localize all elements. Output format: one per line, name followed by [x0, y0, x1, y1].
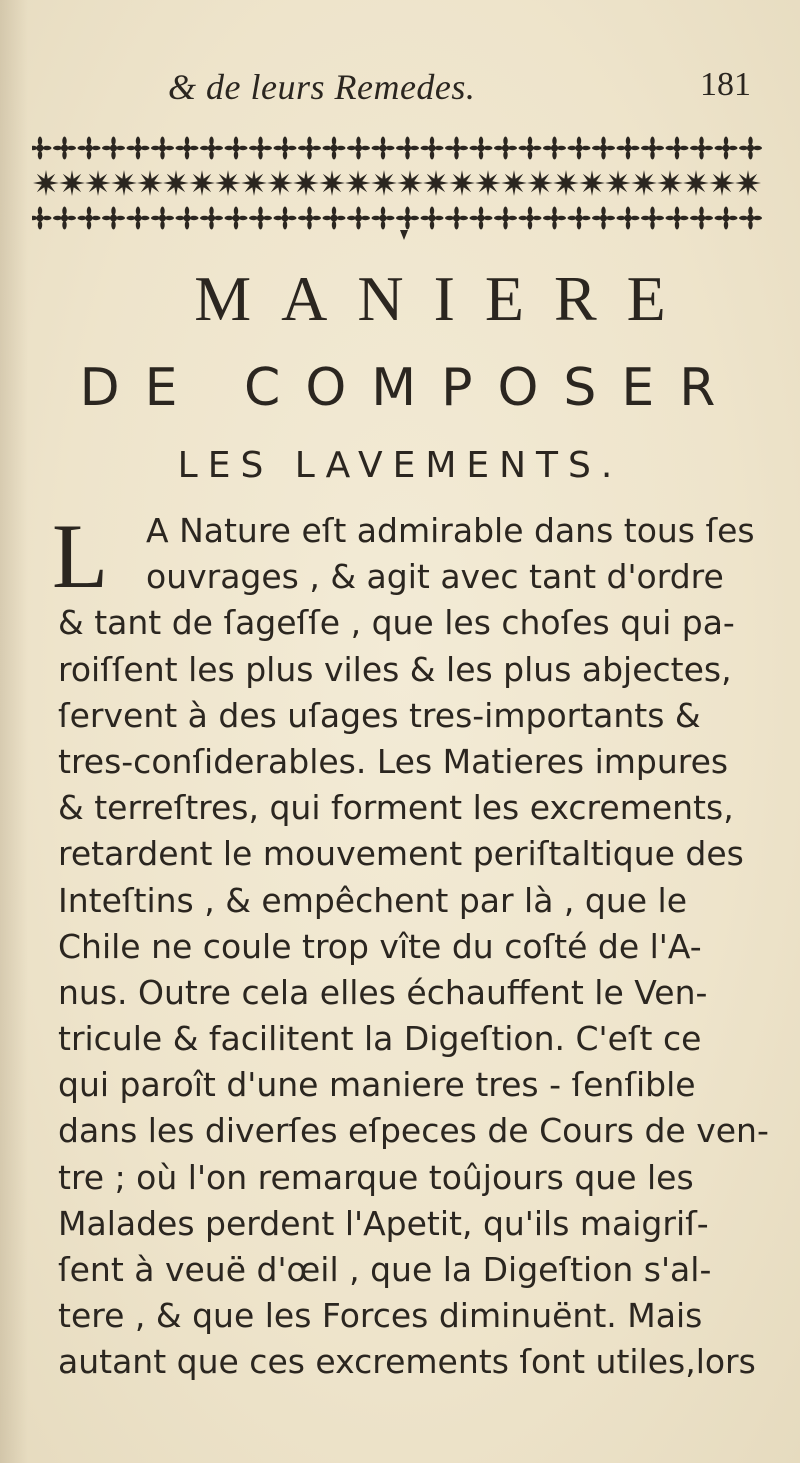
heading-de-composer: DE COMPOSER — [79, 358, 741, 418]
text-line: ouvrages , & agit avec tant d'ordre — [146, 557, 724, 597]
text-line: Chile ne coule trop vîte du coſté de l'A- — [58, 926, 702, 966]
text-line: tricule & facilitent la Digeſtion. C'eſt ce — [58, 1019, 702, 1059]
heading-maniere: MANIERE — [194, 263, 696, 334]
text-line: & terreſtres, qui forment les excrements, — [58, 788, 734, 828]
text-line: tre ; où l'on remarque toûjours que les — [58, 1157, 694, 1197]
text-line: qui paroît d'une maniere tres - ſenſible — [58, 1065, 696, 1105]
heading-les-lavements: LES LAVEMENTS. — [177, 445, 623, 486]
text-line: retardent le mouvement periſtaltique des — [58, 834, 744, 874]
page-number: 181 — [700, 66, 751, 103]
text-line: roiſſent les plus viles & les plus abjectes, — [58, 649, 732, 689]
running-title: & de leurs Remedes. — [168, 67, 476, 107]
text-line: dans les diverſes eſpeces de Cours de ven- — [58, 1111, 769, 1151]
text-line: A Nature eſt admirable dans tous ſes — [146, 511, 755, 550]
text-line: & tant de ſageſſe , que les choſes qui pa- — [58, 603, 735, 643]
body-text — [52, 505, 769, 1386]
running-head — [0, 66, 800, 116]
text-line: Malades perdent l'Apetit, qu'ils maigriſ- — [58, 1203, 709, 1243]
drop-cap: L — [52, 505, 109, 607]
fleuron-ornament-icon — [32, 132, 772, 242]
text-line: ſent à veuë d'œil , que la Digeſtion s'al- — [58, 1250, 712, 1289]
text-line: tres-conſiderables. Les Matieres impures — [58, 741, 729, 781]
text-line: Inteſtins , & empêchent par là , que le — [58, 880, 688, 920]
gutter-shadow — [0, 0, 28, 1463]
text-line: tere , & que les Forces diminuënt. Mais — [58, 1296, 703, 1336]
text-line: nus. Outre cela elles échauffent le Ven- — [58, 972, 708, 1012]
text-line: ſervent à des uſages tres-importants & — [58, 695, 701, 735]
text-line: autant que ces excrements ſont utiles,lors — [58, 1342, 756, 1382]
